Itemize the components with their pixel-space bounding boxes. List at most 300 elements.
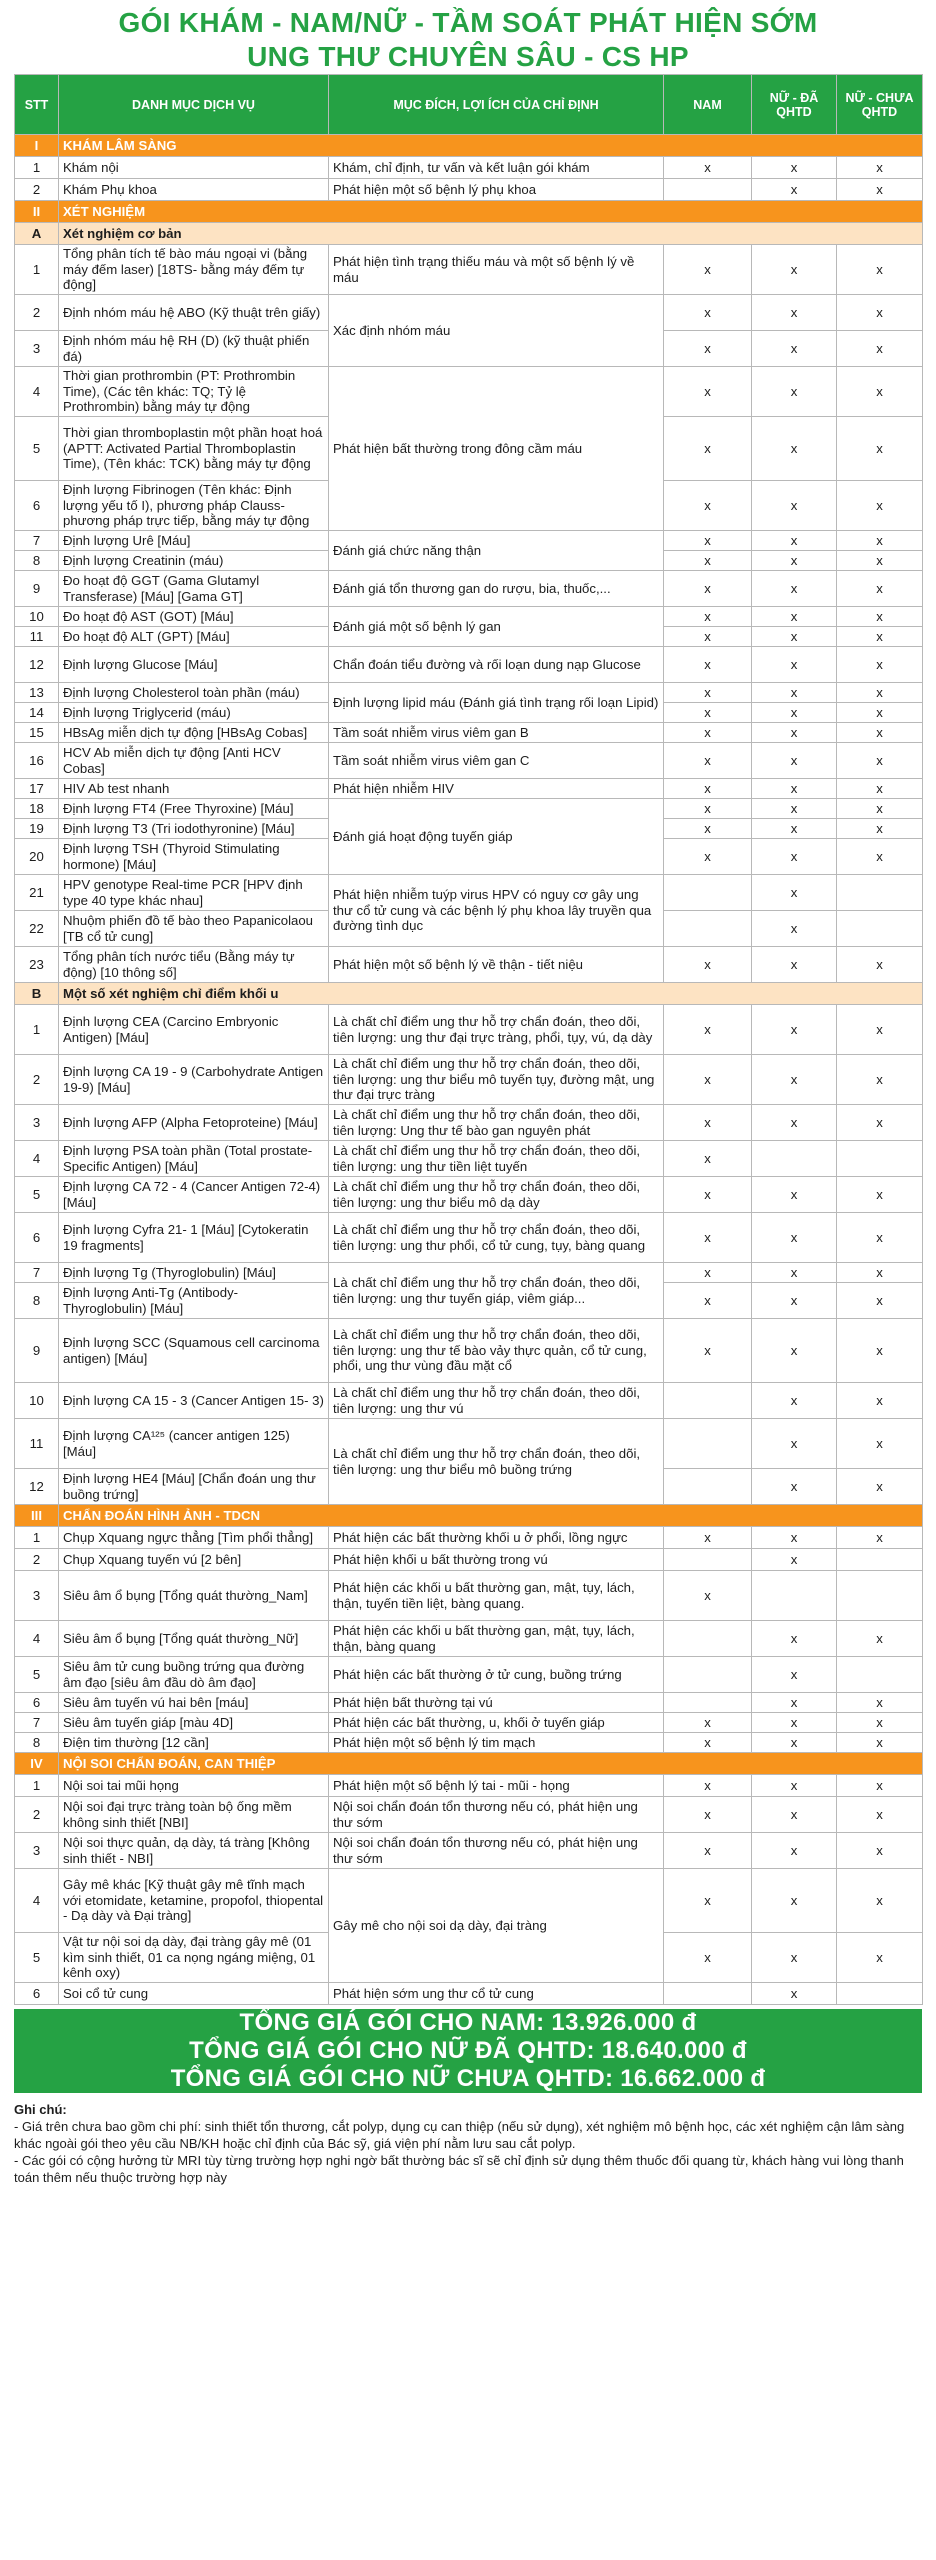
mark-nu-da: x bbox=[752, 1775, 837, 1797]
table-row bbox=[15, 1213, 923, 1263]
mark-nu-da: x bbox=[752, 157, 837, 179]
row-purpose: Là chất chỉ điểm ung thư hỗ trợ chẩn đoán, theo dõi, tiên lượng: ung thư tuyến giáp, viêm giáp... bbox=[329, 1263, 664, 1319]
section-num: IV bbox=[15, 1753, 59, 1775]
mark-nu-chua bbox=[837, 1549, 923, 1571]
row-service-name: Định lượng T3 (Tri iodothyronine) [Máu] bbox=[59, 819, 329, 839]
mark-nu-chua: x bbox=[837, 157, 923, 179]
mark-nu-chua: x bbox=[837, 1469, 923, 1505]
mark-nu-chua: x bbox=[837, 1383, 923, 1419]
mark-nam: x bbox=[664, 331, 752, 367]
row-service-name: Vật tư nội soi dạ dày, đại tràng gây mê (01 kìm sinh thiết, 01 ca nọng ngáng miệng, 01 kênh oxy) bbox=[59, 1933, 329, 1983]
row-service-name: Đo hoạt độ GGT (Gama Glutamyl Transferase) [Máu] [Gama GT] bbox=[59, 571, 329, 607]
header-purpose: MỤC ĐÍCH, LỢI ÍCH CỦA CHỈ ĐỊNH bbox=[329, 75, 664, 135]
table-row bbox=[15, 1419, 923, 1469]
table-row bbox=[15, 1869, 923, 1933]
row-stt: 6 bbox=[15, 481, 59, 531]
title-line-1: GÓI KHÁM - NAM/NỮ - TẦM SOÁT PHÁT HIỆN SỚM bbox=[118, 7, 818, 38]
mark-nu-da: x bbox=[752, 551, 837, 571]
row-stt: 6 bbox=[15, 1693, 59, 1713]
row-purpose: Là chất chỉ điểm ung thư hỗ trợ chẩn đoán, theo dõi, tiên lượng: ung thư biểu mô buồng trứng bbox=[329, 1419, 664, 1505]
mark-nam: x bbox=[664, 1213, 752, 1263]
table-row bbox=[15, 1055, 923, 1105]
row-purpose: Định lượng lipid máu (Đánh giá tình trạng rối loạn Lipid) bbox=[329, 683, 664, 723]
row-purpose: Phát hiện bất thường trong đông cầm máu bbox=[329, 367, 664, 531]
mark-nam bbox=[664, 1983, 752, 2005]
section-num: I bbox=[15, 135, 59, 157]
mark-nam: x bbox=[664, 627, 752, 647]
row-purpose: Tầm soát nhiễm virus viêm gan C bbox=[329, 743, 664, 779]
mark-nam: x bbox=[664, 1263, 752, 1283]
mark-nam: x bbox=[664, 245, 752, 295]
mark-nam: x bbox=[664, 607, 752, 627]
mark-nu-da: x bbox=[752, 819, 837, 839]
mark-nu-da: x bbox=[752, 531, 837, 551]
mark-nu-chua: x bbox=[837, 1005, 923, 1055]
table-row bbox=[15, 1713, 923, 1733]
row-stt: 22 bbox=[15, 911, 59, 947]
row-service-name: Định lượng CA 72 - 4 (Cancer Antigen 72-4) [Máu] bbox=[59, 1177, 329, 1213]
mark-nu-da: x bbox=[752, 703, 837, 723]
subsection-row bbox=[15, 223, 923, 245]
table-row bbox=[15, 1775, 923, 1797]
row-stt: 14 bbox=[15, 703, 59, 723]
table-row bbox=[15, 1693, 923, 1713]
mark-nu-da: x bbox=[752, 1549, 837, 1571]
mark-nu-da: x bbox=[752, 627, 837, 647]
mark-nu-da: x bbox=[752, 743, 837, 779]
row-purpose: Là chất chỉ điểm ung thư hỗ trợ chẩn đoán, theo dõi, tiên lượng: ung thư đại trực tràng, phổi, tụy, vú, dạ dày bbox=[329, 1005, 664, 1055]
mark-nu-chua: x bbox=[837, 779, 923, 799]
mark-nu-chua: x bbox=[837, 1263, 923, 1283]
row-purpose: Phát hiện các bất thường khối u ở phổi, lồng ngực bbox=[329, 1527, 664, 1549]
mark-nu-da: x bbox=[752, 875, 837, 911]
row-purpose: Nội soi chẩn đoán tổn thương nếu có, phát hiện ung thư sớm bbox=[329, 1797, 664, 1833]
row-service-name: Đo hoạt độ AST (GOT) [Máu] bbox=[59, 607, 329, 627]
subsection-row bbox=[15, 983, 923, 1005]
table-row bbox=[15, 1105, 923, 1141]
row-service-name: Định lượng Cholesterol toàn phần (máu) bbox=[59, 683, 329, 703]
row-purpose: Chẩn đoán tiểu đường và rối loạn dung nạp Glucose bbox=[329, 647, 664, 683]
row-purpose: Phát hiện bất thường tại vú bbox=[329, 1693, 664, 1713]
row-service-name: HPV genotype Real-time PCR [HPV định type 40 type khác nhau] bbox=[59, 875, 329, 911]
mark-nu-da: x bbox=[752, 1177, 837, 1213]
row-stt: 5 bbox=[15, 1177, 59, 1213]
header-nam: NAM bbox=[664, 75, 752, 135]
row-purpose: Phát hiện một số bệnh lý tim mạch bbox=[329, 1733, 664, 1753]
row-stt: 6 bbox=[15, 1983, 59, 2005]
page-title bbox=[0, 6, 936, 74]
mark-nu-chua: x bbox=[837, 819, 923, 839]
mark-nam bbox=[664, 1383, 752, 1419]
mark-nu-da: x bbox=[752, 1105, 837, 1141]
mark-nu-da: x bbox=[752, 417, 837, 481]
mark-nam: x bbox=[664, 723, 752, 743]
row-service-name: Đo hoạt độ ALT (GPT) [Máu] bbox=[59, 627, 329, 647]
mark-nam bbox=[664, 1621, 752, 1657]
mark-nu-da: x bbox=[752, 1419, 837, 1469]
mark-nam: x bbox=[664, 1713, 752, 1733]
row-stt: 11 bbox=[15, 627, 59, 647]
mark-nu-da: x bbox=[752, 1213, 837, 1263]
mark-nam: x bbox=[664, 703, 752, 723]
table-row bbox=[15, 875, 923, 911]
row-purpose: Phát hiện tình trạng thiếu máu và một số bệnh lý về máu bbox=[329, 245, 664, 295]
mark-nu-da: x bbox=[752, 1713, 837, 1733]
mark-nu-da: x bbox=[752, 367, 837, 417]
row-purpose: Là chất chỉ điểm ung thư hỗ trợ chẩn đoán, theo dõi, tiên lượng: ung thư tế bào vảy thực quản, cổ tử cung, phổi, ung thư vùng đầu mặt cổ bbox=[329, 1319, 664, 1383]
mark-nam: x bbox=[664, 779, 752, 799]
mark-nu-da: x bbox=[752, 1621, 837, 1657]
mark-nu-chua bbox=[837, 911, 923, 947]
row-stt: 18 bbox=[15, 799, 59, 819]
mark-nam bbox=[664, 875, 752, 911]
mark-nu-chua: x bbox=[837, 571, 923, 607]
row-stt: 1 bbox=[15, 1005, 59, 1055]
row-stt: 2 bbox=[15, 295, 59, 331]
mark-nam: x bbox=[664, 481, 752, 531]
row-stt: 11 bbox=[15, 1419, 59, 1469]
header-service: DANH MỤC DỊCH VỤ bbox=[59, 75, 329, 135]
mark-nu-da: x bbox=[752, 1469, 837, 1505]
row-stt: 9 bbox=[15, 1319, 59, 1383]
table-row bbox=[15, 1527, 923, 1549]
row-service-name: Siêu âm tuyến vú hai bên [máu] bbox=[59, 1693, 329, 1713]
table-row bbox=[15, 1141, 923, 1177]
table-row bbox=[15, 1549, 923, 1571]
subsection-title: Xét nghiệm cơ bản bbox=[59, 223, 923, 245]
row-purpose: Là chất chỉ điểm ung thư hỗ trợ chẩn đoán, theo dõi, tiên lượng: ung thư biểu mô tuyến tụy, đường mật, ung thư đại trực tràng bbox=[329, 1055, 664, 1105]
mark-nam bbox=[664, 1657, 752, 1693]
mark-nu-chua: x bbox=[837, 1213, 923, 1263]
row-service-name: Định lượng Anti-Tg (Antibody- Thyroglobulin) [Máu] bbox=[59, 1283, 329, 1319]
row-service-name: Định lượng Fibrinogen (Tên khác: Định lượng yếu tố I), phương pháp Clauss- phương pháp trực tiếp, bằng máy tự động bbox=[59, 481, 329, 531]
notes-heading: Ghi chú: bbox=[14, 2102, 67, 2117]
mark-nu-da: x bbox=[752, 723, 837, 743]
mark-nam: x bbox=[664, 1571, 752, 1621]
mark-nu-chua bbox=[837, 1141, 923, 1177]
row-service-name: Siêu âm ổ bụng [Tổng quát thường_Nam] bbox=[59, 1571, 329, 1621]
mark-nu-da: x bbox=[752, 1693, 837, 1713]
total-nu-da: TỔNG GIÁ GÓI CHO NỮ ĐÃ QHTD: 18.640.000 đ bbox=[189, 2037, 747, 2064]
row-service-name: Soi cổ tử cung bbox=[59, 1983, 329, 2005]
mark-nu-da: x bbox=[752, 683, 837, 703]
mark-nam: x bbox=[664, 647, 752, 683]
mark-nu-da: x bbox=[752, 1797, 837, 1833]
row-stt: 7 bbox=[15, 531, 59, 551]
row-service-name: Định lượng Creatinin (máu) bbox=[59, 551, 329, 571]
mark-nu-chua: x bbox=[837, 331, 923, 367]
row-service-name: Nhuộm phiến đồ tế bào theo Papanicolaou [TB cổ tử cung] bbox=[59, 911, 329, 947]
mark-nu-da: x bbox=[752, 481, 837, 531]
mark-nu-chua bbox=[837, 1571, 923, 1621]
mark-nu-da bbox=[752, 1571, 837, 1621]
mark-nu-chua: x bbox=[837, 1105, 923, 1141]
row-service-name: Định lượng FT4 (Free Thyroxine) [Máu] bbox=[59, 799, 329, 819]
row-service-name: Chụp Xquang ngực thẳng [Tìm phổi thẳng] bbox=[59, 1527, 329, 1549]
row-service-name: Định lượng HE4 [Máu] [Chẩn đoán ung thư buồng trứng] bbox=[59, 1469, 329, 1505]
row-service-name: Định lượng CA¹²⁵ (cancer antigen 125) [Máu] bbox=[59, 1419, 329, 1469]
row-service-name: Nội soi đại trực tràng toàn bộ ống mềm không sinh thiết [NBI] bbox=[59, 1797, 329, 1833]
row-purpose: Phát hiện sớm ung thư cổ tử cung bbox=[329, 1983, 664, 2005]
subsection-num: B bbox=[15, 983, 59, 1005]
mark-nam: x bbox=[664, 157, 752, 179]
table-row bbox=[15, 1383, 923, 1419]
mark-nu-da: x bbox=[752, 571, 837, 607]
table-row bbox=[15, 1263, 923, 1283]
row-stt: 10 bbox=[15, 1383, 59, 1419]
row-purpose: Phát hiện một số bệnh lý tai - mũi - họng bbox=[329, 1775, 664, 1797]
row-service-name: Gây mê khác [Kỹ thuật gây mê tĩnh mạch với etomidate, ketamine, propofol, thiopental - Dạ dày và Đại tràng] bbox=[59, 1869, 329, 1933]
row-purpose: Đánh giá chức năng thận bbox=[329, 531, 664, 571]
mark-nu-da: x bbox=[752, 779, 837, 799]
row-purpose: Nội soi chẩn đoán tổn thương nếu có, phát hiện ung thư sớm bbox=[329, 1833, 664, 1869]
table-row bbox=[15, 743, 923, 779]
row-stt: 5 bbox=[15, 1657, 59, 1693]
table-header bbox=[15, 75, 923, 135]
section-title: CHẨN ĐOÁN HÌNH ẢNH - TDCN bbox=[59, 1505, 923, 1527]
section-num: III bbox=[15, 1505, 59, 1527]
row-stt: 4 bbox=[15, 367, 59, 417]
mark-nu-da: x bbox=[752, 1263, 837, 1283]
row-service-name: Định lượng PSA toàn phần (Total prostate-Specific Antigen) [Máu] bbox=[59, 1141, 329, 1177]
row-service-name: Định lượng SCC (Squamous cell carcinoma antigen) [Máu] bbox=[59, 1319, 329, 1383]
mark-nu-chua: x bbox=[837, 1775, 923, 1797]
row-purpose: Là chất chỉ điểm ung thư hỗ trợ chẩn đoán, theo dõi, tiên lượng: ung thư phổi, cổ tử cung, tụy, bàng quang bbox=[329, 1213, 664, 1263]
row-purpose: Là chất chỉ điểm ung thư hỗ trợ chẩn đoán, theo dõi, tiên lượng: Ung thư tế bào gan nguyên phát bbox=[329, 1105, 664, 1141]
row-stt: 3 bbox=[15, 1833, 59, 1869]
row-stt: 7 bbox=[15, 1263, 59, 1283]
mark-nu-chua: x bbox=[837, 245, 923, 295]
mark-nam bbox=[664, 1693, 752, 1713]
row-purpose: Phát hiện một số bệnh lý về thận - tiết niệu bbox=[329, 947, 664, 983]
mark-nu-da: x bbox=[752, 295, 837, 331]
row-service-name: Siêu âm tử cung buồng trứng qua đường âm đạo [siêu âm đầu dò âm đạo] bbox=[59, 1657, 329, 1693]
row-service-name: Định lượng Urê [Máu] bbox=[59, 531, 329, 551]
mark-nu-chua: x bbox=[837, 1797, 923, 1833]
row-purpose: Xác định nhóm máu bbox=[329, 295, 664, 367]
row-stt: 1 bbox=[15, 1775, 59, 1797]
mark-nam bbox=[664, 911, 752, 947]
mark-nu-chua: x bbox=[837, 295, 923, 331]
mark-nu-chua: x bbox=[837, 1869, 923, 1933]
row-purpose: Tầm soát nhiễm virus viêm gan B bbox=[329, 723, 664, 743]
mark-nu-chua: x bbox=[837, 417, 923, 481]
section-row bbox=[15, 1505, 923, 1527]
mark-nu-chua: x bbox=[837, 627, 923, 647]
mark-nam: x bbox=[664, 1869, 752, 1933]
row-purpose: Phát hiện các khối u bất thường gan, mật, tụy, lách, thận, tuyến tiền liệt, bàng quang. bbox=[329, 1571, 664, 1621]
row-stt: 19 bbox=[15, 819, 59, 839]
table-row bbox=[15, 1177, 923, 1213]
mark-nu-da: x bbox=[752, 331, 837, 367]
mark-nu-chua: x bbox=[837, 1419, 923, 1469]
row-service-name: Nội soi thực quản, dạ dày, tá tràng [Không sinh thiết - NBI] bbox=[59, 1833, 329, 1869]
row-stt: 2 bbox=[15, 1797, 59, 1833]
subsection-title: Một số xét nghiệm chỉ điểm khối u bbox=[59, 983, 923, 1005]
mark-nu-chua: x bbox=[837, 1177, 923, 1213]
row-stt: 3 bbox=[15, 1105, 59, 1141]
section-row bbox=[15, 1753, 923, 1775]
mark-nu-chua bbox=[837, 1657, 923, 1693]
table-row bbox=[15, 1657, 923, 1693]
mark-nu-da: x bbox=[752, 947, 837, 983]
table-row bbox=[15, 1621, 923, 1657]
mark-nu-da: x bbox=[752, 607, 837, 627]
row-stt: 9 bbox=[15, 571, 59, 607]
mark-nu-da: x bbox=[752, 647, 837, 683]
mark-nu-chua: x bbox=[837, 1933, 923, 1983]
table-row bbox=[15, 779, 923, 799]
row-purpose: Phát hiện nhiễm tuýp virus HPV có nguy cơ gây ung thư cổ tử cung và các bệnh lý phụ khoa lây truyền qua đường tình dục bbox=[329, 875, 664, 947]
mark-nu-chua: x bbox=[837, 647, 923, 683]
mark-nam: x bbox=[664, 1177, 752, 1213]
mark-nu-da: x bbox=[752, 911, 837, 947]
mark-nu-da: x bbox=[752, 1055, 837, 1105]
mark-nam: x bbox=[664, 1733, 752, 1753]
table-body bbox=[15, 135, 923, 2005]
row-purpose: Đánh giá tổn thương gan do rượu, bia, thuốc,... bbox=[329, 571, 664, 607]
mark-nam: x bbox=[664, 1775, 752, 1797]
table-row bbox=[15, 607, 923, 627]
row-stt: 12 bbox=[15, 1469, 59, 1505]
table-row bbox=[15, 1797, 923, 1833]
mark-nu-chua: x bbox=[837, 683, 923, 703]
row-stt: 4 bbox=[15, 1621, 59, 1657]
mark-nu-chua: x bbox=[837, 1527, 923, 1549]
table-row bbox=[15, 1733, 923, 1753]
total-nu-chua: TỔNG GIÁ GÓI CHO NỮ CHƯA QHTD: 16.662.000 đ bbox=[170, 2065, 766, 2092]
row-purpose: Khám, chỉ định, tư vấn và kết luận gói khám bbox=[329, 157, 664, 179]
row-purpose: Đánh giá hoạt động tuyến giáp bbox=[329, 799, 664, 875]
row-stt: 8 bbox=[15, 1733, 59, 1753]
row-service-name: Định nhóm máu hệ ABO (Kỹ thuật trên giấy) bbox=[59, 295, 329, 331]
mark-nu-da bbox=[752, 1141, 837, 1177]
mark-nu-chua: x bbox=[837, 1833, 923, 1869]
mark-nam bbox=[664, 1469, 752, 1505]
row-stt: 1 bbox=[15, 245, 59, 295]
row-service-name: Định lượng CEA (Carcino Embryonic Antigen) [Máu] bbox=[59, 1005, 329, 1055]
row-stt: 21 bbox=[15, 875, 59, 911]
subsection-num: A bbox=[15, 223, 59, 245]
section-title: NỘI SOI CHẨN ĐOÁN, CAN THIỆP bbox=[59, 1753, 923, 1775]
table-row bbox=[15, 531, 923, 551]
row-stt: 6 bbox=[15, 1213, 59, 1263]
row-service-name: HIV Ab test nhanh bbox=[59, 779, 329, 799]
row-stt: 2 bbox=[15, 1055, 59, 1105]
table-row bbox=[15, 647, 923, 683]
mark-nam: x bbox=[664, 531, 752, 551]
mark-nu-da: x bbox=[752, 839, 837, 875]
mark-nam bbox=[664, 1549, 752, 1571]
row-stt: 8 bbox=[15, 1283, 59, 1319]
table-row bbox=[15, 367, 923, 417]
row-service-name: Thời gian thromboplastin một phần hoạt hoá (APTT: Activated Partial Thromboplastin Time), (Tên khác: TCK) bằng máy tự động bbox=[59, 417, 329, 481]
mark-nu-da: x bbox=[752, 1657, 837, 1693]
row-stt: 7 bbox=[15, 1713, 59, 1733]
row-stt: 3 bbox=[15, 331, 59, 367]
row-service-name: Chụp Xquang tuyến vú [2 bên] bbox=[59, 1549, 329, 1571]
mark-nu-chua: x bbox=[837, 1283, 923, 1319]
mark-nam: x bbox=[664, 1933, 752, 1983]
row-service-name: Siêu âm ổ bụng [Tổng quát thường_Nữ] bbox=[59, 1621, 329, 1657]
mark-nam: x bbox=[664, 1833, 752, 1869]
row-service-name: HCV Ab miễn dịch tự động [Anti HCV Cobas] bbox=[59, 743, 329, 779]
row-purpose: Phát hiện các bất thường, u, khối ở tuyến giáp bbox=[329, 1713, 664, 1733]
mark-nu-chua: x bbox=[837, 1713, 923, 1733]
mark-nu-chua: x bbox=[837, 1693, 923, 1713]
header-nu-da: NỮ - ĐÃ QHTD bbox=[752, 75, 837, 135]
row-stt: 1 bbox=[15, 157, 59, 179]
mark-nam: x bbox=[664, 551, 752, 571]
mark-nam bbox=[664, 179, 752, 201]
totals-banner bbox=[14, 2009, 922, 2093]
mark-nam: x bbox=[664, 1055, 752, 1105]
mark-nam: x bbox=[664, 743, 752, 779]
mark-nu-da: x bbox=[752, 1283, 837, 1319]
row-service-name: Định lượng CA 15 - 3 (Cancer Antigen 15- 3) bbox=[59, 1383, 329, 1419]
mark-nam: x bbox=[664, 1105, 752, 1141]
row-stt: 2 bbox=[15, 179, 59, 201]
table-row bbox=[15, 571, 923, 607]
mark-nam: x bbox=[664, 1005, 752, 1055]
mark-nu-chua: x bbox=[837, 1055, 923, 1105]
row-stt: 13 bbox=[15, 683, 59, 703]
mark-nu-chua: x bbox=[837, 551, 923, 571]
mark-nam: x bbox=[664, 367, 752, 417]
row-purpose: Đánh giá một số bệnh lý gan bbox=[329, 607, 664, 647]
note-line-1: - Giá trên chưa bao gồm chi phí: sinh thiết tổn thương, cắt polyp, dụng cụ can thiệp (nếu sử dụng), xét nghiệm mô bệnh học, các xét nghiệm cận lâm sàng khác ngoài gói theo yêu cầu NB/KH hoặc chỉ định của Bác sỹ, giá viện phí nằm lưu sau cắt polyp. bbox=[14, 2119, 905, 2151]
row-stt: 1 bbox=[15, 1527, 59, 1549]
mark-nam: x bbox=[664, 947, 752, 983]
mark-nam: x bbox=[664, 1797, 752, 1833]
row-service-name: Khám nội bbox=[59, 157, 329, 179]
row-purpose: Phát hiện các khối u bất thường gan, mật, tụy, lách, thận, bàng quang bbox=[329, 1621, 664, 1657]
mark-nu-da: x bbox=[752, 179, 837, 201]
row-stt: 5 bbox=[15, 417, 59, 481]
mark-nu-chua: x bbox=[837, 531, 923, 551]
table-row bbox=[15, 1833, 923, 1869]
row-purpose: Phát hiện một số bệnh lý phụ khoa bbox=[329, 179, 664, 201]
mark-nu-chua bbox=[837, 875, 923, 911]
row-service-name: Định nhóm máu hệ RH (D) (kỹ thuật phiến đá) bbox=[59, 331, 329, 367]
mark-nu-chua: x bbox=[837, 799, 923, 819]
mark-nu-chua: x bbox=[837, 947, 923, 983]
mark-nu-chua: x bbox=[837, 703, 923, 723]
row-service-name: Định lượng CA 19 - 9 (Carbohydrate Antigen 19-9) [Máu] bbox=[59, 1055, 329, 1105]
row-purpose: Là chất chỉ điểm ung thư hỗ trợ chẩn đoán, theo dõi, tiên lượng: ung thư biểu mô dạ dày bbox=[329, 1177, 664, 1213]
mark-nu-chua: x bbox=[837, 1733, 923, 1753]
table-row bbox=[15, 723, 923, 743]
mark-nu-da: x bbox=[752, 1869, 837, 1933]
table-row bbox=[15, 683, 923, 703]
services-table bbox=[14, 74, 923, 2005]
mark-nu-chua: x bbox=[837, 1621, 923, 1657]
table-row bbox=[15, 179, 923, 201]
mark-nu-chua: x bbox=[837, 723, 923, 743]
section-num: II bbox=[15, 201, 59, 223]
row-stt: 20 bbox=[15, 839, 59, 875]
mark-nu-da: x bbox=[752, 1833, 837, 1869]
row-service-name: Khám Phụ khoa bbox=[59, 179, 329, 201]
row-service-name: Nội soi tai mũi họng bbox=[59, 1775, 329, 1797]
notes bbox=[14, 2101, 922, 2186]
row-service-name: Điện tim thường [12 cần] bbox=[59, 1733, 329, 1753]
row-service-name: Định lượng Triglycerid (máu) bbox=[59, 703, 329, 723]
table-row bbox=[15, 1571, 923, 1621]
row-purpose: Phát hiện khối u bất thường trong vú bbox=[329, 1549, 664, 1571]
mark-nu-chua: x bbox=[837, 743, 923, 779]
mark-nu-chua: x bbox=[837, 481, 923, 531]
